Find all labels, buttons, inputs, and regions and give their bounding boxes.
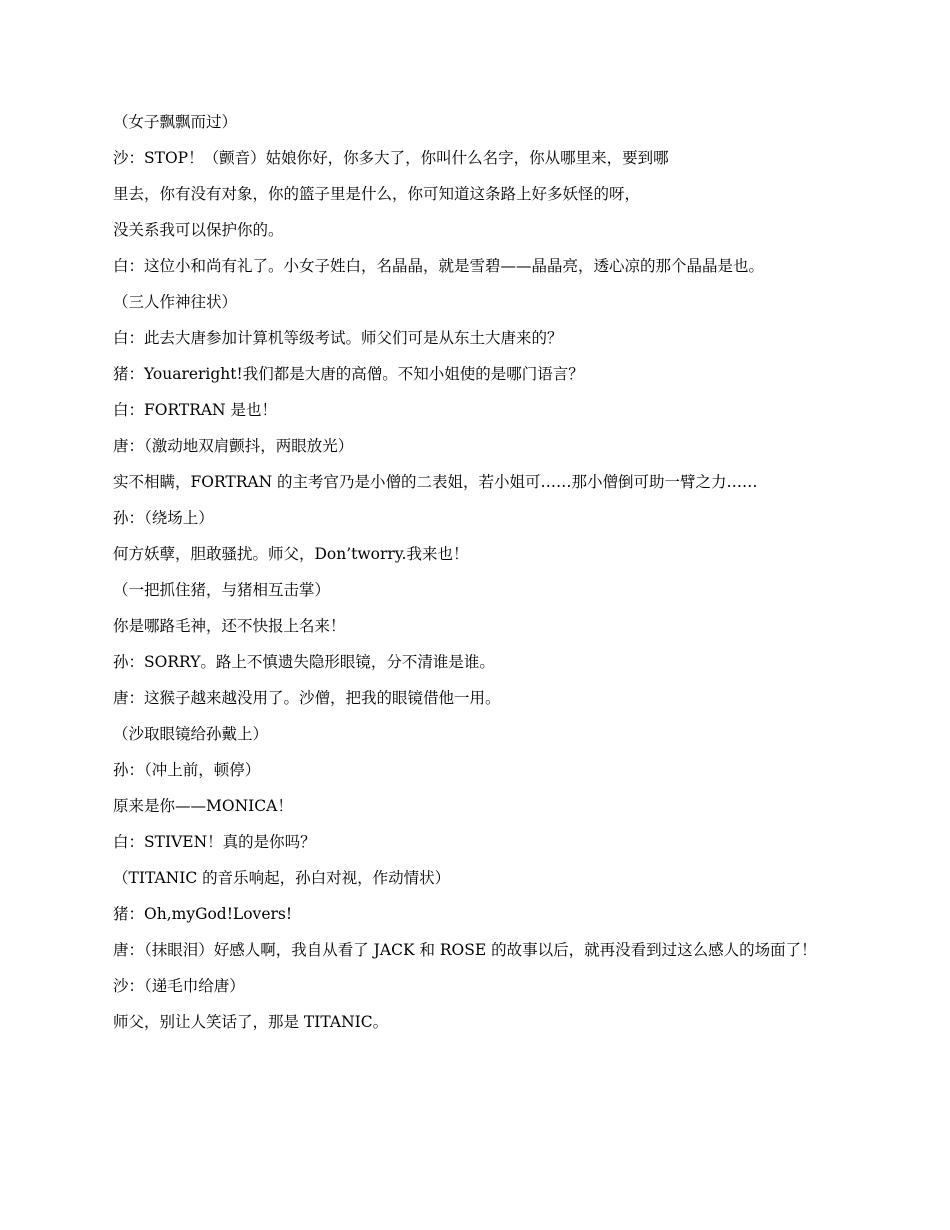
dialogue-line: 原来是你——MONICA！ (113, 797, 293, 815)
dialogue-line: 师父，别让人笑话了，那是 TITANIC。 (113, 1013, 389, 1031)
stage-direction: （女子飘飘而过） (113, 113, 238, 131)
script-text (113, 112, 843, 1048)
dialogue-line: 没关系我可以保护你的。 (113, 221, 284, 239)
stage-direction: （TITANIC 的音乐响起，孙白对视，作动情状） (113, 869, 451, 887)
dialogue-line: 唐：这猴子越来越没用了。沙僧，把我的眼镜借他一用。 (113, 689, 501, 707)
dialogue-line: 沙：STOP！（颤音）姑娘你好，你多大了，你叫什么名字，你从哪里来，要到哪 (113, 149, 669, 167)
dialogue-line: 何方妖孽，胆敢骚扰。师父，Don’tworry.我来也！ (113, 545, 469, 563)
dialogue-line: 白：FORTRAN 是也！ (113, 401, 278, 419)
dialogue-line: 白：STIVEN！真的是你吗？ (113, 833, 316, 851)
dialogue-line: 白：此去大唐参加计算机等级考试。师父们可是从东土大唐来的？ (113, 329, 563, 347)
dialogue-line: 孙：（冲上前，顿停） (113, 761, 261, 779)
stage-direction: （沙取眼镜给孙戴上） (113, 725, 269, 743)
dialogue-line: 里去，你有没有对象，你的篮子里是什么，你可知道这条路上好多妖怪的呀， (113, 185, 641, 203)
stage-direction: （一把抓住猪，与猪相互击掌） (113, 581, 331, 599)
dialogue-line: 你是哪路毛神，还不快报上名来！ (113, 617, 346, 635)
dialogue-line: 沙：（递毛巾给唐） (113, 977, 245, 995)
dialogue-line: 猪：Youareright!我们都是大唐的高僧。不知小姐使的是哪门语言？ (113, 365, 584, 383)
dialogue-line: 孙：SORRY。路上不慎遗失隐形眼镜，分不清谁是谁。 (113, 653, 495, 671)
dialogue-line: 实不相瞒，FORTRAN 的主考官乃是小僧的二表姐，若小姐可……那小僧倒可助一臂之力…… (113, 473, 758, 491)
dialogue-line: 唐：（激动地双肩颤抖，两眼放光） (113, 437, 354, 455)
dialogue-line: 孙：（绕场上） (113, 509, 214, 527)
dialogue-line: 白：这位小和尚有礼了。小女子姓白，名晶晶，就是雪碧——晶晶亮，透心凉的那个晶晶是也。 (113, 257, 765, 275)
dialogue-line: 唐：（抹眼泪）好感人啊，我自从看了 JACK 和 ROSE 的故事以后，就再没看到过这么感人的场面了！ (113, 941, 817, 959)
dialogue-line: 猪：Oh,myGod!Lovers! (113, 905, 293, 923)
stage-direction: （三人作神往状） (113, 293, 238, 311)
